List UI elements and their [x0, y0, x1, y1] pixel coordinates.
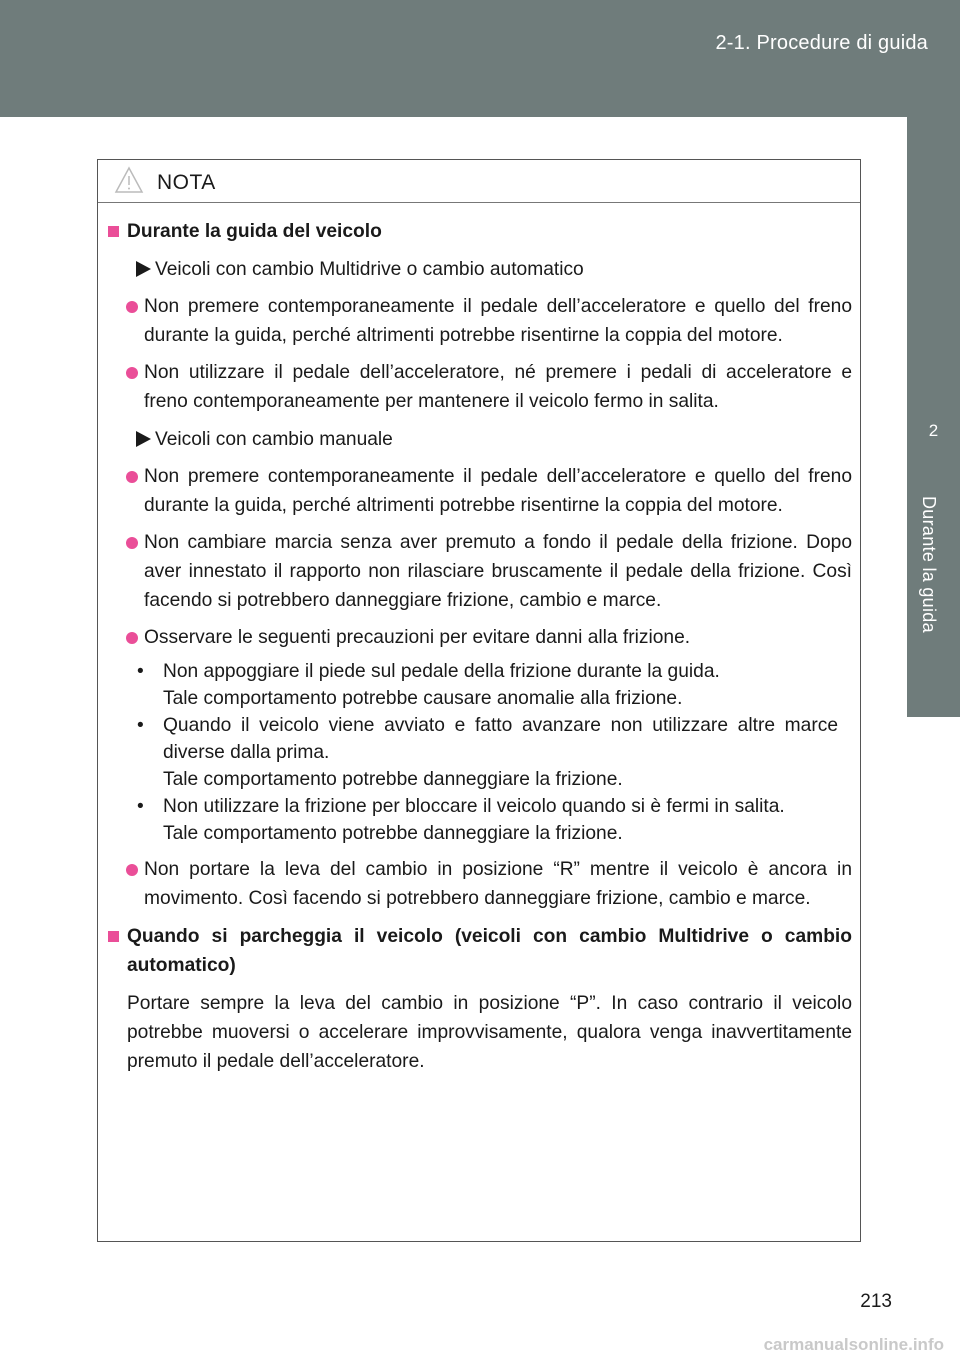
triangle-arrow-icon [136, 261, 151, 277]
list-item [107, 623, 852, 652]
section-heading-text: Durante la guida del veicolo [127, 221, 382, 242]
dot-bullet: • [137, 796, 144, 817]
list-item-text: Non portare la leva del cambio in posizione “R” mentre il veicolo è ancora in movimento. Così facendo si potrebbero danneggiare frizione, cambio e marce. [144, 859, 852, 909]
chapter-title: Durante la guida [919, 496, 939, 633]
warning-triangle-icon [114, 166, 144, 194]
sub-list-item [107, 712, 852, 793]
square-bullet-icon [108, 931, 119, 942]
list-item [107, 855, 852, 913]
circle-bullet-icon [126, 632, 138, 644]
list-item-text: Non premere contemporaneamente il pedale dell’acceleratore e quello del freno durante la guida, perché altrimenti potrebbe risentirne la coppia del motore. [144, 466, 852, 516]
list-item [107, 358, 852, 416]
section-heading [107, 922, 852, 980]
triangle-arrow-icon [136, 431, 151, 447]
section-heading-text: Quando si parcheggia il veicolo (veicoli con cambio Multidrive o cambio automatico) [127, 926, 852, 976]
sub-list-consequence: Tale comportamento potrebbe danneggiare la frizione. [163, 769, 623, 790]
watermark: carmanualsonline.info [763, 1335, 944, 1354]
section-title: 2-1. Procedure di guida [715, 32, 928, 54]
chapter-number: 2 [928, 421, 939, 440]
header-band [0, 0, 960, 117]
circle-bullet-icon [126, 367, 138, 379]
arrow-subheading-text: Veicoli con cambio manuale [155, 429, 393, 450]
sub-list-text: Non utilizzare la frizione per bloccare il veicolo quando si è fermi in salita. [163, 796, 785, 817]
dot-bullet: • [137, 715, 144, 736]
sub-list-consequence: Tale comportamento potrebbe danneggiare la frizione. [163, 823, 623, 844]
side-tab-upper [907, 117, 960, 412]
list-item-text: Osservare le seguenti precauzioni per evitare danni alla frizione. [144, 627, 691, 648]
section-heading [107, 217, 852, 246]
page-number: 213 [860, 1291, 892, 1312]
section-paragraph: Portare sempre la leva del cambio in posizione “P”. In caso contrario il veicolo potrebbe muoversi o accelerare improvvisamente, qualora venga inavvertitamente premuto il pedale dell’acceleratore. [127, 993, 852, 1072]
list-item [107, 462, 852, 520]
sub-list-item [107, 658, 852, 712]
sub-list-consequence: Tale comportamento potrebbe causare anomalie alla frizione. [163, 688, 683, 709]
sub-list [107, 658, 852, 847]
arrow-subheading-text: Veicoli con cambio Multidrive o cambio automatico [155, 259, 584, 280]
circle-bullet-icon [126, 301, 138, 313]
list-item-text: Non cambiare marcia senza aver premuto a fondo il pedale della frizione. Dopo aver innestato il rapporto non rilasciare bruscamente il pedale della frizione. Così facendo si potrebbero danneggiare frizione, cambio e marce. [144, 532, 852, 611]
arrow-subheading [107, 425, 852, 454]
note-body [98, 203, 860, 1076]
sub-list-text: Quando il veicolo viene avviato e fatto avanzare non utilizzare altre marce diverse dalla prima. [163, 715, 838, 763]
list-item-text: Non utilizzare il pedale dell’acceleratore, né premere i pedali di acceleratore e freno contemporaneamente per mantenere il veicolo fermo in salita. [144, 362, 852, 412]
note-label: NOTA [157, 171, 216, 194]
list-item-text: Non premere contemporaneamente il pedale dell’acceleratore e quello del freno durante la guida, perché altrimenti potrebbe risentirne la coppia del motore. [144, 296, 852, 346]
circle-bullet-icon [126, 864, 138, 876]
list-item [107, 528, 852, 615]
note-header [98, 160, 860, 203]
note-box [97, 159, 861, 1242]
circle-bullet-icon [126, 537, 138, 549]
square-bullet-icon [108, 226, 119, 237]
circle-bullet-icon [126, 471, 138, 483]
list-item [107, 292, 852, 350]
sub-list-text: Non appoggiare il piede sul pedale della frizione durante la guida. [163, 661, 720, 682]
dot-bullet: • [137, 661, 144, 682]
sub-list-item [107, 793, 852, 847]
arrow-subheading [107, 255, 852, 284]
